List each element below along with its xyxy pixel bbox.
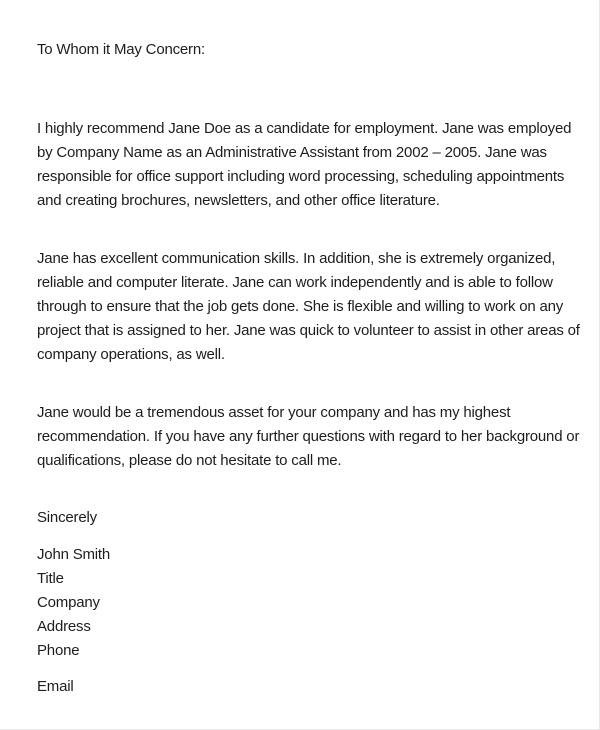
closing: Sincerely [37, 509, 97, 526]
paragraph-skills: Jane has excellent communication skills. In addition, she is extremely organized, reliable and computer literate. Jane can work independently and is able to follow through to ensure that the job gets done. She is flexible and willing to work on any project that is assigned to her. Jane was quick to volunteer to assist in other areas of company operations, as well. [37, 250, 580, 363]
signature-phone: Phone [37, 642, 80, 659]
signature-title: Title [37, 570, 64, 587]
signature-email: Email [37, 678, 74, 695]
salutation: To Whom it May Concern: [37, 41, 205, 58]
signature-name: John Smith [37, 546, 111, 563]
letter-body [37, 38, 585, 699]
signature-company: Company [37, 594, 100, 611]
paragraph-conclusion: Jane would be a tremendous asset for your company and has my highest recommendation. If you have any further questions with regard to her background or qualifications, please do not hesitate to call me. [37, 404, 580, 469]
paragraph-recommendation: I highly recommend Jane Doe as a candidate for employment. Jane was employed by Company Name as an Administrative Assistant from 2002 – 2005. Jane was responsible for office support including word processing, scheduling appointments and creating brochures, newsletters, and other office literature. [37, 120, 572, 209]
signature-address: Address [37, 618, 91, 635]
signature-block [37, 543, 585, 699]
